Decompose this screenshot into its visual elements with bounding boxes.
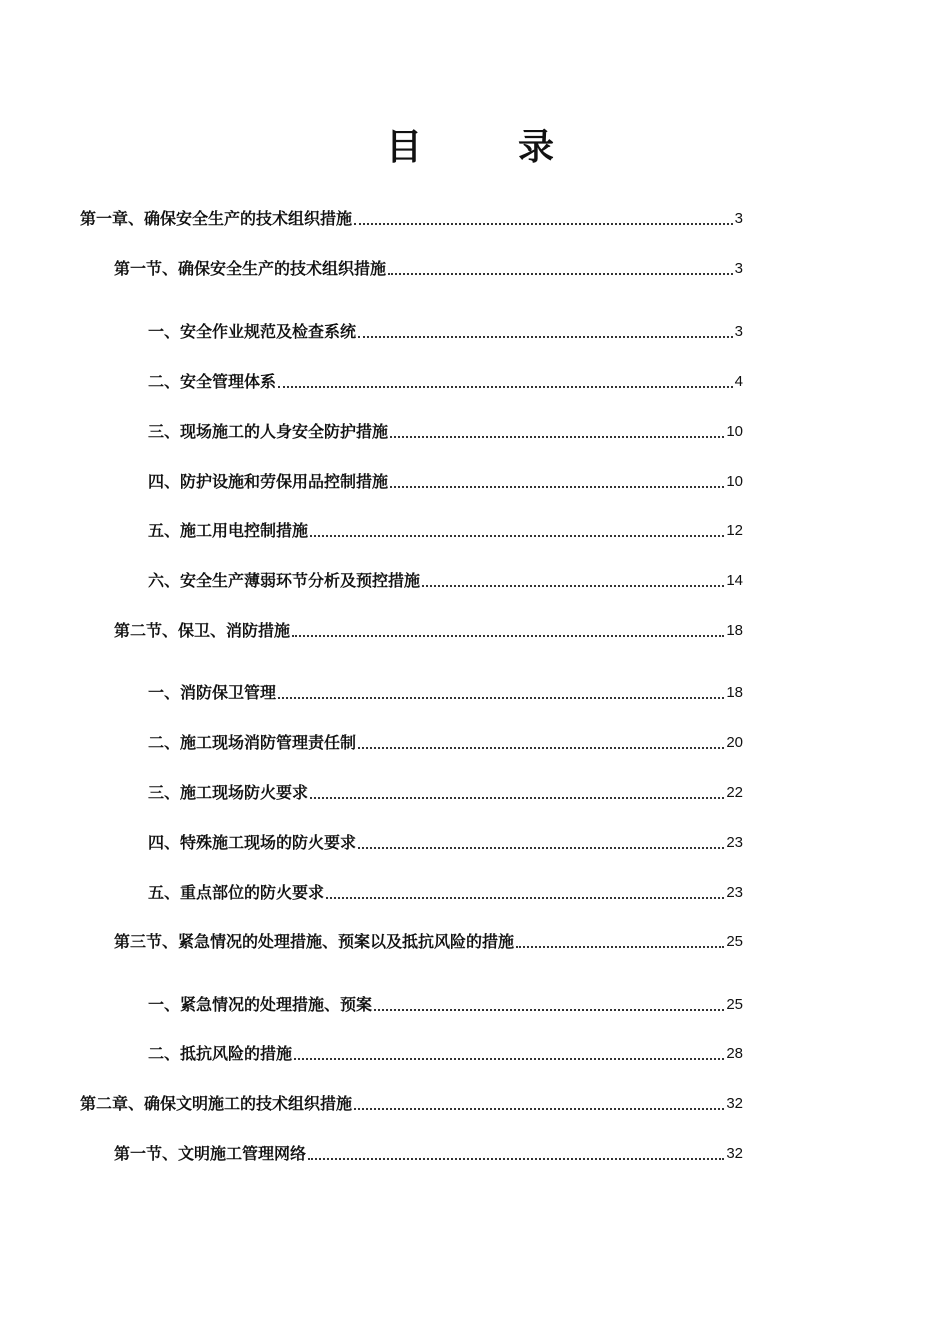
dot-leader <box>390 485 724 488</box>
toc-entry-section[interactable] <box>114 618 743 642</box>
dot-leader <box>310 796 724 799</box>
toc-entry-text: 第一节、确保安全生产的技术组织措施 <box>114 259 387 278</box>
dot-leader <box>390 435 724 438</box>
toc-entry-subsection[interactable] <box>148 369 743 393</box>
toc-entry-subsection[interactable] <box>148 880 743 904</box>
toc-entry-text: 一、安全作业规范及检查系统 <box>148 322 357 341</box>
toc-entry-text: 一、紧急情况的处理措施、预案 <box>148 995 373 1014</box>
toc-page-number: 10 <box>726 473 743 490</box>
toc-entry-text: 二、施工现场消防管理责任制 <box>148 733 357 752</box>
toc-entry-subsection[interactable] <box>148 830 743 854</box>
toc-entry-subsection[interactable] <box>148 680 743 704</box>
toc-entry-chapter-2[interactable] <box>80 1091 743 1115</box>
toc-page-number: 18 <box>726 684 743 701</box>
dot-leader <box>310 534 724 537</box>
dot-leader <box>516 945 724 948</box>
toc-entry-text: 四、特殊施工现场的防火要求 <box>148 833 357 852</box>
dot-leader <box>358 746 724 749</box>
toc-entry-subsection[interactable] <box>148 419 743 443</box>
toc-entry-subsection[interactable] <box>148 730 743 754</box>
toc-page-number: 14 <box>726 572 743 589</box>
toc-entry-text: 四、防护设施和劳保用品控制措施 <box>148 472 389 491</box>
toc-page-number: 3 <box>734 210 743 227</box>
dot-leader <box>308 1157 724 1160</box>
toc-page-number: 3 <box>734 260 743 277</box>
toc-entry-text: 三、施工现场防火要求 <box>148 783 309 802</box>
toc-entry-subsection[interactable] <box>148 469 743 493</box>
toc-entry-subsection[interactable] <box>148 518 743 542</box>
toc-entry-text: 六、安全生产薄弱环节分析及预控措施 <box>148 571 421 590</box>
toc-entry-section[interactable] <box>114 1141 743 1165</box>
toc-page-number: 32 <box>726 1095 743 1112</box>
dot-leader <box>422 584 724 587</box>
toc-entry-text: 五、重点部位的防火要求 <box>148 883 325 902</box>
dot-leader <box>354 222 733 225</box>
toc-page-number: 28 <box>726 1045 743 1062</box>
toc-entry-text: 第三节、紧急情况的处理措施、预案以及抵抗风险的措施 <box>114 932 515 951</box>
toc-page-number: 3 <box>734 323 743 340</box>
toc-entry-text: 二、抵抗风险的措施 <box>148 1044 293 1063</box>
toc-page-number: 25 <box>726 996 743 1013</box>
toc-entry-text: 第一章、确保安全生产的技术组织措施 <box>80 209 353 228</box>
toc-entry-text: 第二章、确保文明施工的技术组织措施 <box>80 1094 353 1113</box>
toc-page-number: 23 <box>726 834 743 851</box>
toc-entry-section[interactable] <box>114 929 743 953</box>
dot-leader <box>354 1107 724 1110</box>
toc-page-number: 22 <box>726 784 743 801</box>
dot-leader <box>326 896 724 899</box>
toc-entry-section[interactable] <box>114 256 743 280</box>
toc-entry-text: 一、消防保卫管理 <box>148 683 277 702</box>
dot-leader <box>294 1057 724 1060</box>
toc-page-number: 12 <box>726 522 743 539</box>
toc-entry-subsection[interactable] <box>148 780 743 804</box>
dot-leader <box>374 1008 724 1011</box>
toc-page-number: 20 <box>726 734 743 751</box>
dot-leader <box>292 634 724 637</box>
toc-entry-subsection[interactable] <box>148 992 743 1016</box>
dot-leader <box>278 696 724 699</box>
toc-entry-text: 三、现场施工的人身安全防护措施 <box>148 422 389 441</box>
toc-entry-text: 二、安全管理体系 <box>148 372 277 391</box>
toc-page-number: 18 <box>726 622 743 639</box>
toc-entry-subsection[interactable] <box>148 1041 743 1065</box>
toc-page-number: 4 <box>734 373 743 390</box>
toc-entry-subsection[interactable] <box>148 568 743 592</box>
toc-page-number: 10 <box>726 423 743 440</box>
toc-entry-chapter-1[interactable] <box>80 206 743 230</box>
toc-entry-text: 第一节、文明施工管理网络 <box>114 1144 307 1163</box>
toc-page-number: 25 <box>726 933 743 950</box>
toc-page-number: 32 <box>726 1145 743 1162</box>
toc-entry-subsection[interactable] <box>148 319 743 343</box>
toc-page-number: 23 <box>726 884 743 901</box>
toc-title: 目 录 <box>385 127 584 168</box>
toc-entry-text: 第二节、保卫、消防措施 <box>114 621 291 640</box>
toc-entry-text: 五、施工用电控制措施 <box>148 521 309 540</box>
dot-leader <box>358 846 724 849</box>
dot-leader <box>388 272 733 275</box>
dot-leader <box>278 385 733 388</box>
dot-leader <box>358 335 733 338</box>
